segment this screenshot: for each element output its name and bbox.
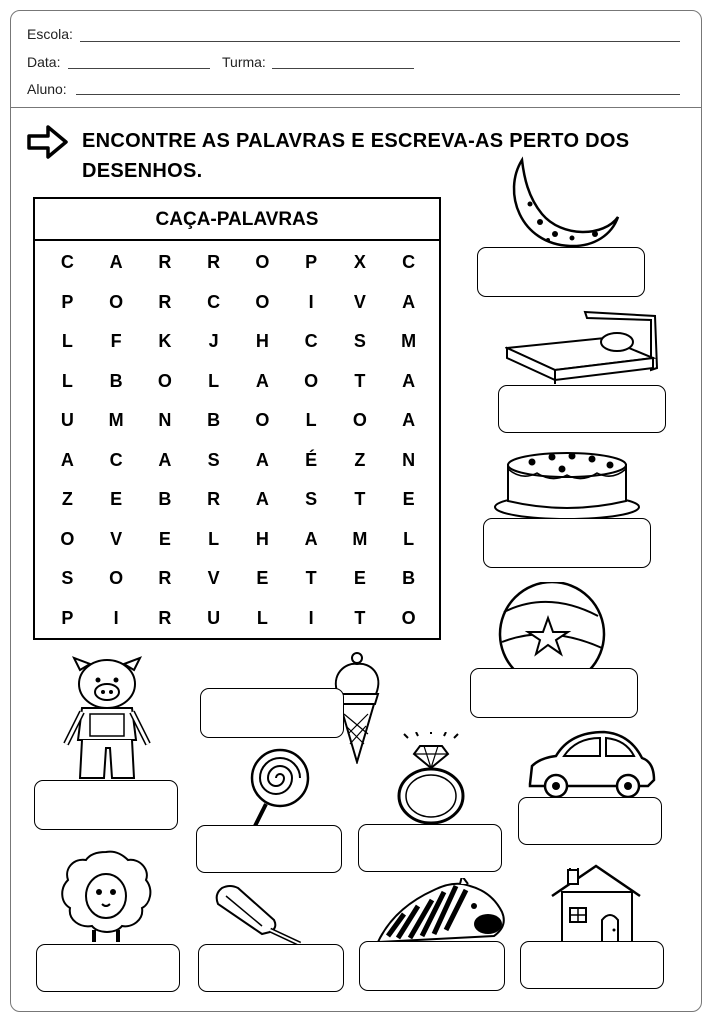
letter-cell: S — [305, 489, 318, 510]
letter-cell: A — [304, 528, 318, 549]
moon-icon — [500, 152, 630, 252]
letter-cell: I — [113, 607, 119, 628]
letter-cell: H — [255, 331, 269, 352]
house-icon — [550, 864, 644, 944]
letter-cell: A — [402, 410, 416, 431]
letter-cell: U — [60, 410, 74, 431]
letter-cell: T — [354, 607, 366, 628]
aluno-field[interactable] — [76, 94, 680, 95]
answer-box-bed[interactable] — [498, 385, 666, 433]
letter-cell: L — [208, 370, 220, 391]
letter-cell: A — [255, 370, 269, 391]
letter-cell: U — [207, 607, 221, 628]
letter-cell: L — [61, 370, 73, 391]
lollipop-icon — [246, 748, 310, 828]
letter-cell: R — [158, 607, 172, 628]
letter-cell: Z — [354, 449, 366, 470]
letter-cell: I — [308, 291, 314, 312]
letter-cell: O — [304, 370, 319, 391]
letter-cell: P — [61, 291, 74, 312]
answer-box-ball[interactable] — [470, 668, 638, 718]
letter-cell: O — [401, 607, 416, 628]
letter-cell: A — [109, 252, 123, 273]
pig-icon — [60, 656, 154, 784]
letter-cell: O — [109, 568, 124, 589]
letter-cell: X — [353, 252, 366, 273]
letter-cell: M — [401, 331, 417, 352]
letter-cell: E — [158, 528, 171, 549]
letter-cell: R — [158, 291, 172, 312]
letter-cell: F — [110, 331, 122, 352]
letter-cell: E — [353, 568, 366, 589]
answer-box-ice-cream[interactable] — [200, 688, 344, 738]
letter-cell: A — [255, 489, 269, 510]
letter-cell: O — [255, 252, 270, 273]
letter-cell: R — [158, 568, 172, 589]
letter-cell: I — [308, 607, 314, 628]
letter-cell: E — [110, 489, 123, 510]
letter-cell: K — [158, 331, 172, 352]
ball-icon — [498, 582, 606, 672]
answer-box-cake[interactable] — [483, 518, 651, 568]
letter-cell: T — [305, 568, 317, 589]
escola-field[interactable] — [80, 41, 680, 42]
letter-cell: R — [207, 252, 221, 273]
letter-cell: S — [61, 568, 74, 589]
letter-cell: A — [402, 291, 416, 312]
letter-cell: O — [109, 291, 124, 312]
letter-cell: E — [256, 568, 269, 589]
data-label: Data: — [27, 54, 61, 70]
ring-icon — [394, 732, 468, 826]
cake-icon — [492, 445, 642, 521]
letter-cell: É — [305, 449, 318, 470]
letter-cell: P — [305, 252, 318, 273]
letter-cell: C — [402, 252, 416, 273]
data-field[interactable] — [68, 68, 210, 69]
letter-cell: A — [402, 370, 416, 391]
letter-cell: N — [402, 449, 416, 470]
letter-cell: O — [352, 410, 367, 431]
letter-cell: T — [354, 370, 366, 391]
word-search-title: CAÇA-PALAVRAS — [35, 199, 439, 241]
letter-cell: L — [256, 607, 268, 628]
letter-cell: N — [158, 410, 172, 431]
answer-box-house[interactable] — [520, 941, 664, 989]
answer-box-popsicle[interactable] — [198, 944, 344, 992]
letter-cell: O — [60, 528, 75, 549]
letter-cell: R — [207, 489, 221, 510]
turma-field[interactable] — [272, 68, 414, 69]
letter-cell: B — [207, 410, 221, 431]
answer-box-car[interactable] — [518, 797, 662, 845]
letter-cell: B — [109, 370, 123, 391]
letter-cell: V — [353, 291, 366, 312]
letter-cell: C — [207, 291, 221, 312]
aluno-label: Aluno: — [27, 81, 67, 97]
letter-cell: V — [207, 568, 220, 589]
letter-cell: S — [353, 331, 366, 352]
answer-box-ring[interactable] — [358, 824, 502, 872]
letter-cell: O — [157, 370, 172, 391]
letter-cell: C — [109, 449, 123, 470]
letter-cell: A — [60, 449, 74, 470]
answer-box-moon[interactable] — [477, 247, 645, 297]
letter-cell: O — [255, 410, 270, 431]
header — [10, 10, 702, 108]
letter-cell: R — [158, 252, 172, 273]
letter-cell: E — [402, 489, 415, 510]
arrow-right-icon — [26, 122, 70, 162]
word-search-letters — [43, 243, 433, 638]
answer-box-sheep[interactable] — [36, 944, 180, 992]
letter-cell: Z — [61, 489, 73, 510]
car-icon — [526, 728, 658, 800]
turma-label: Turma: — [222, 54, 266, 70]
letter-cell: L — [403, 528, 415, 549]
letter-cell: T — [354, 489, 366, 510]
letter-cell: O — [255, 291, 270, 312]
letter-cell: L — [61, 331, 73, 352]
letter-cell: B — [402, 568, 416, 589]
letter-cell: H — [255, 528, 269, 549]
letter-cell: M — [352, 528, 368, 549]
word-search-grid — [33, 197, 441, 640]
letter-cell: A — [255, 449, 269, 470]
letter-cell: L — [208, 528, 220, 549]
letter-cell: B — [158, 489, 172, 510]
letter-cell: C — [60, 252, 74, 273]
letter-cell: S — [207, 449, 220, 470]
bed-icon — [505, 306, 661, 386]
answer-box-zebra[interactable] — [359, 941, 505, 991]
answer-box-pig[interactable] — [34, 780, 178, 830]
sheep-icon — [58, 848, 154, 944]
letter-cell: V — [110, 528, 123, 549]
letter-cell: L — [305, 410, 317, 431]
answer-box-lollipop[interactable] — [196, 825, 342, 873]
escola-label: Escola: — [27, 26, 73, 42]
letter-cell: A — [158, 449, 172, 470]
letter-cell: C — [304, 331, 318, 352]
zebra-icon — [374, 878, 508, 944]
letter-cell: P — [61, 607, 74, 628]
instruction-text: ENCONTRE AS PALAVRAS E ESCREVA-AS PERTO DOS DESENHOS. — [82, 130, 630, 182]
letter-cell: J — [208, 331, 219, 352]
letter-cell: M — [108, 410, 124, 431]
popsicle-icon — [214, 884, 304, 946]
